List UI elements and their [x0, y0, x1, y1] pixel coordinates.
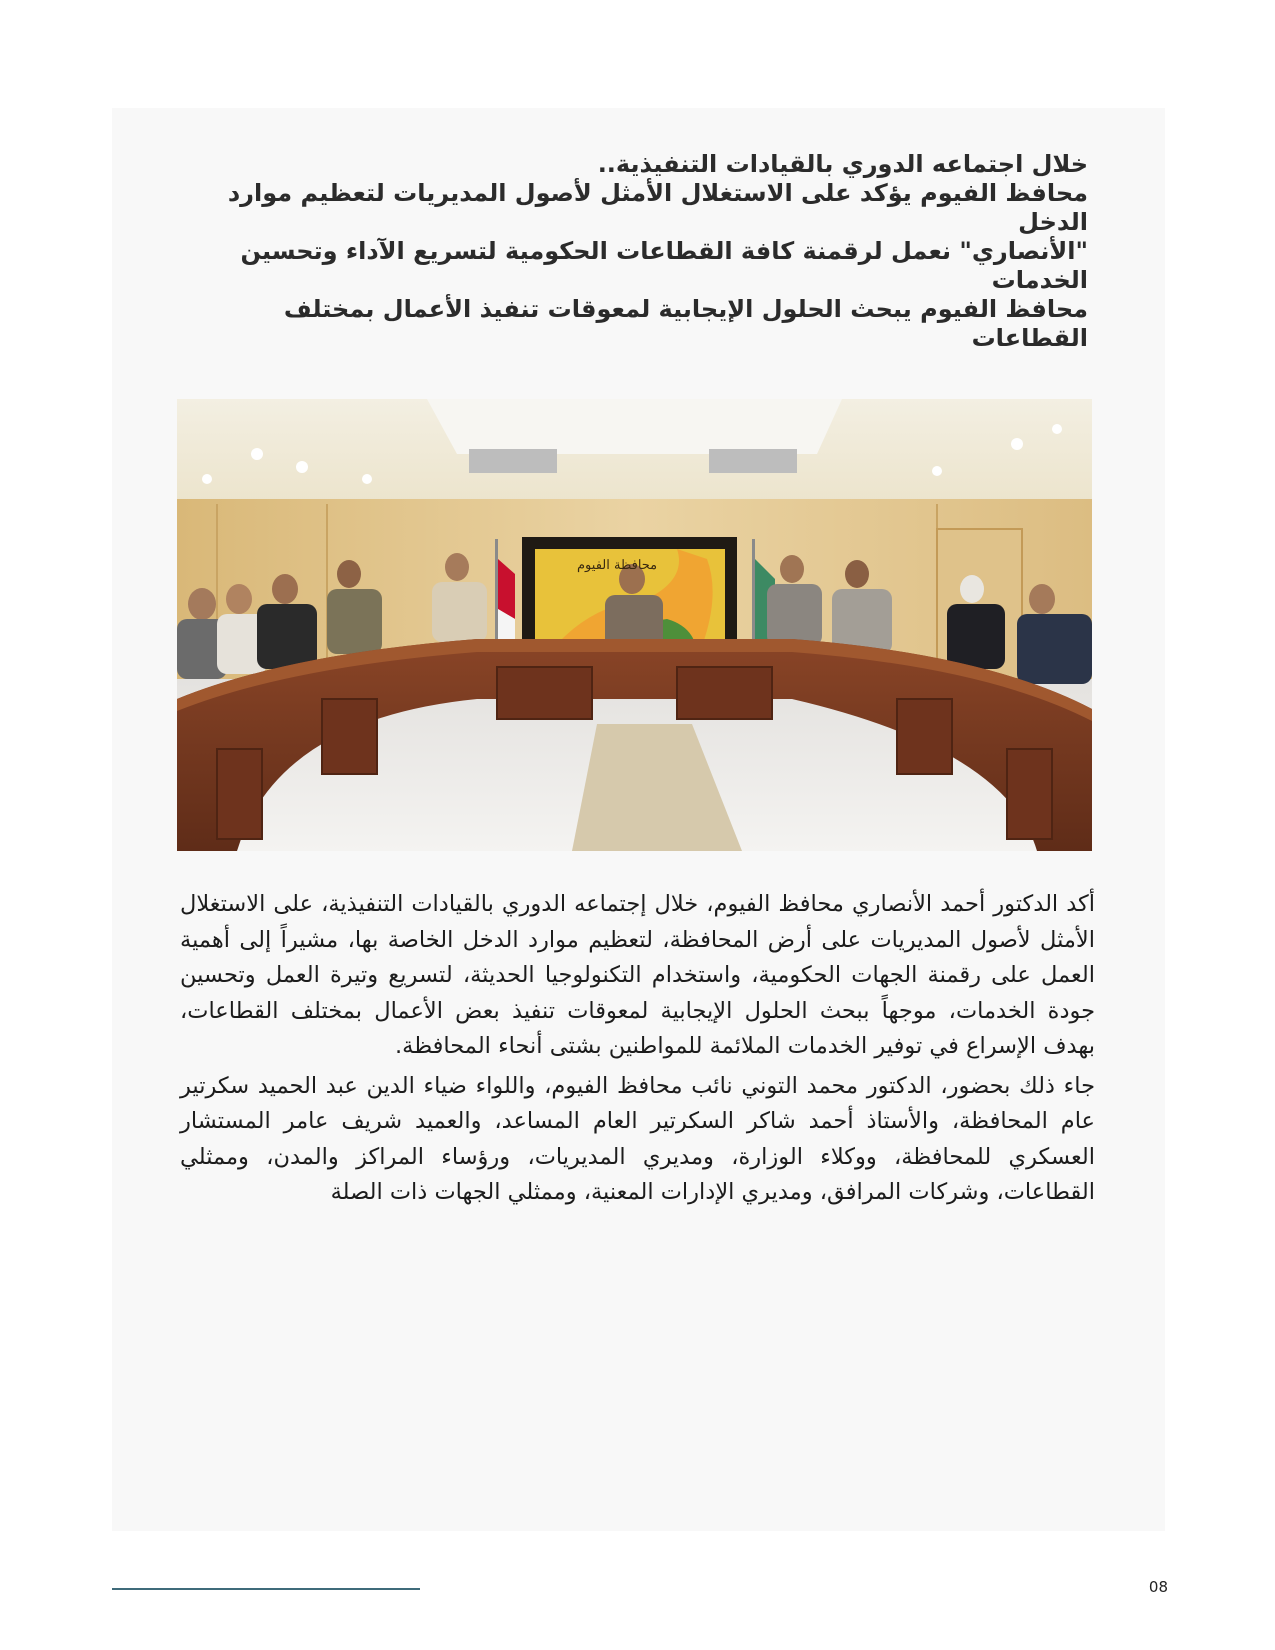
headline-line-4: محافظ الفيوم يبحث الحلول الإيجابية لمعوقات تنفيذ الأعمال بمختلف القطاعات	[283, 295, 1088, 352]
map-caption: محافظة الفيوم	[577, 558, 658, 573]
footer-divider	[112, 1588, 420, 1590]
meeting-photo	[177, 399, 1092, 851]
headline-line-3: "الأنصاري" نعمل لرقمنة كافة القطاعات الحكومية لتسريع الآداء وتحسين الخدمات	[240, 237, 1088, 294]
air-vent-right	[709, 449, 797, 473]
page-number: 08	[1148, 1578, 1168, 1596]
headline-line-1: خلال اجتماعه الدوري بالقيادات التنفيذية..	[597, 150, 1088, 178]
article-body	[180, 887, 1095, 1215]
air-vent-left	[469, 449, 557, 473]
paragraph-1: أكد الدكتور أحمد الأنصاري محافظ الفيوم، خلال إجتماعه الدوري بالقيادات التنفيذية، على الاستغلال الأمثل لأصول المديريات على أرض المحافظة، لتعظيم موارد الدخل الخاصة بها، مشيراً إلى أهمية العمل على رقمنة الجهات الحكومية، واستخدام التكنولوجيا الحديثة، لتسريع وتيرة العمل وتحسين جودة الخدمات، موجهاً ببحث الحلول الإيجابية لمعوقات تنفيذ بعض الأعمال بمختلف القطاعات، بهدف الإسراع في توفير الخدمات الملائمة للمواطنين بشتى أنحاء المحافظة.	[180, 891, 1095, 1059]
headline-line-2: محافظ الفيوم يؤكد على الاستغلال الأمثل لأصول المديريات لتعظيم موارد الدخل	[227, 179, 1088, 236]
meeting-room-illustration	[177, 399, 1092, 851]
ceiling-recess	[427, 399, 842, 454]
paragraph-2: جاء ذلك بحضور، الدكتور محمد التوني نائب محافظ الفيوم، واللواء ضياء الدين عبد الحميد سكرتير عام المحافظة، والأستاذ أحمد شاكر السكرتير العام المساعد، والعميد شريف عامر المستشار العسكري للمحافظة، ووكلاء الوزارة، ومديري المديريات، ورؤساء المراكز والمدن، وممثلي القطاعات، وشركات المرافق، ومديري الإدارات المعنية، وممثلي الجهات ذات الصلة	[180, 1072, 1095, 1205]
headline	[200, 150, 1088, 353]
